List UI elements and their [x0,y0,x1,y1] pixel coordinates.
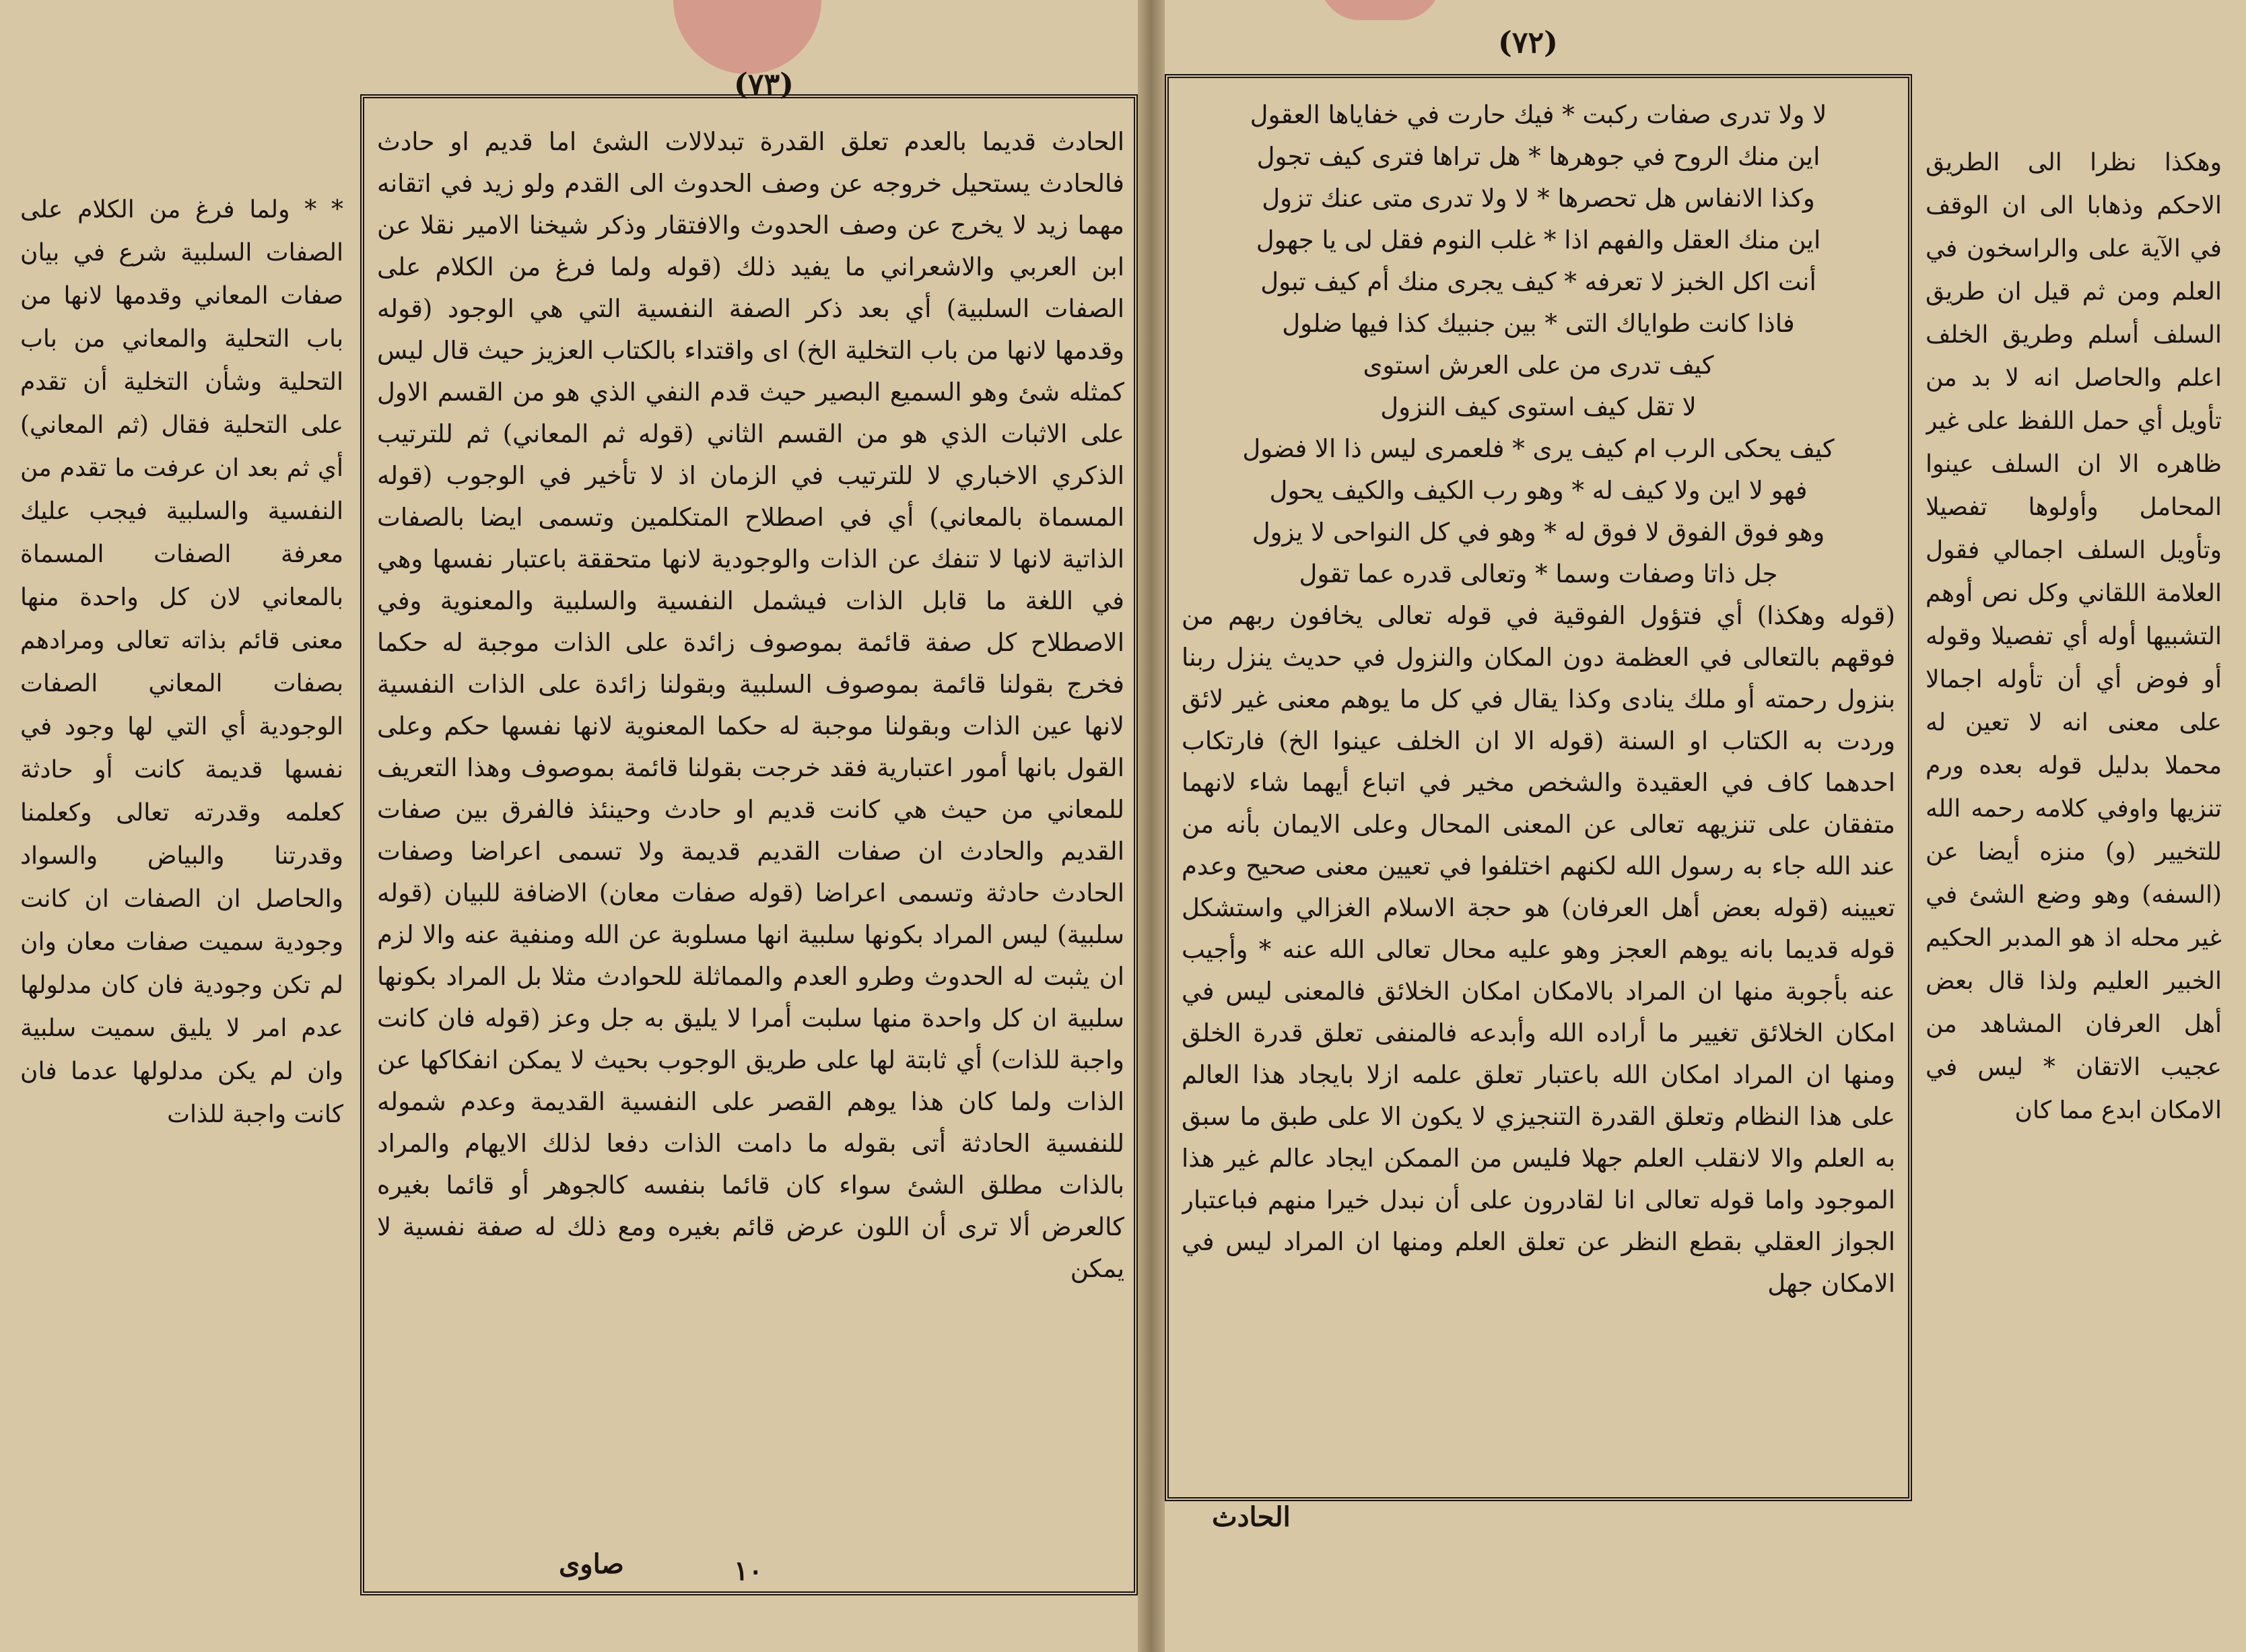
poem-line: كيف يحكى الرب ام كيف يرى * فلعمرى ليس ذا الا فضول [1242,434,1835,463]
poem-line: جل ذاتا وصفات وسما * وتعالى قدره عما تقول [1299,559,1778,588]
poem-line: اين منك الروح في جوهرها * هل تراها فترى كيف تجول [1256,142,1820,171]
left-page-number: (٧٣) [734,67,794,102]
left-main-text: الحادث قديما بالعدم تعلق القدرة تبدلالات الشئ اما قديم او حادث فالحادث يستحيل خروجه عن وصف الحدوث الى القدم ولو زيد في اتقانه مهما زيد لا يخرج عن وصف الحدوث والافتقار وذكر شيخنا الامير نقلا عن ابن العربي والاشعراني ما يفيد ذلك (قوله ولما فرغ من الكلام على الصفات السلبية) أي بعد ذكر الصفة النفسية التي هي الوجود (قوله وقدمها لانها من باب التخلية الخ) اى واقتداء بالكتاب العزيز حيث قال ليس كمثله شئ وهو السميع البصير حيث قدم النفي الذي هو من القسم الاول على الاثبات الذي هو من القسم الثاني (قوله ثم المعاني) ثم للترتيب الذكري الاخباري لا للترتيب في الزمان اذ لا تأخير في الوجوب (قوله المسماة بالمعاني) أي في اصطلاح المتكلمين وتسمى ايضا بالصفات الذاتية لانها لا تنفك عن الذات والوجودية لانها متحققة باعتبار نفسها وهي في اللغة ما قابل الذات فيشمل النفسية والسلبية والمعنوية وفي الاصطلاح كل صفة قائمة بموصوف زائدة على الذات موجبة له حكما فخرج بقولنا قائمة بموصوف السلبية وبقولنا زائدة على الذات النفسية لانها عين الذات وبقولنا موجبة له حكما المعنوية لانها نفسها حكم وعلى القول بانها أمور اعتبارية فقد خرجت بقولنا قائمة بموصوف وهذا التعريف للمعاني من حيث هي كانت قديم او حادث وحينئذ فالفرق بين صفات القديم والحادث ان صفات القديم قديمة ولا تسمى اعراضا وصفات الحادث حادثة وتسمى اعراضا (قوله صفات معان) الاضافة للبيان (قوله سلبية) ليس المراد بكونها سلبية انها مسلوبة عن الله ومنفية عنه والا لزم ان يثبت له الحدوث وطرو العدم والمماثلة للحوادث مثلا بل المراد بكونها سلبية ان كل واحدة منها سلبت أمرا لا يليق به جل وعز (قوله فان كانت واجبة للذات) أي ثابتة لها على طريق الوجوب بحيث لا يمكن انفكاكها عن الذات ولما كان هذا يوهم القصر على النفسية القديمة وعدم شموله للنفسية الحادثة أتى بقوله ما دامت الذات دفعا لذلك الايهام والمراد بالذات مطلق الشئ سواء كان قائما بنفسه كالجوهر أو قائما بغيره كالعرض ألا ترى أن اللون عرض قائم بغيره ومع ذلك له صفة نفسية لا يمكن [377,127,1124,1283]
poem [1182,94,1895,595]
right-main-text: (قوله وهكذا) أي فتؤول الفوقية في قوله تعالى يخافون ربهم من فوقهم بالتعالى في العظمة دون المكان والنزول في حديث ينزل ربنا بنزول رحمته أو ملك ينادى وكذا يقال في كل ما يوهم معنى غير لائق وردت به الكتاب او السنة (قوله الا ان الخلف عينوا الخ) فارتكاب احدهما كاف في العقيدة والشخص مخير في اتباع أيهما شاء لانهما متفقان على تنزيهه تعالى عن المعنى المحال وعلى الايمان بأنه من عند الله جاء به رسول الله لكنهم اختلفوا في تعيين معنى صحيح وعدم تعيينه (قوله بعض أهل العرفان) هو حجة الاسلام الغزالي واستشكل قوله قديما بانه يوهم العجز وهو عليه محال تعالى الله عنه * وأجيب عنه بأجوبة منها ان المراد بالامكان امكان الخلائق فالمعنى ليس في امكان الخلائق تغيير ما أراده الله وأبدعه فالمنفى تعلق قدرة الخلق ومنها ان المراد امكان الله باعتبار تعلق علمه ازلا بايجاد هذا العالم على هذا النظام وتعلق القدرة التنجيزي لا يكون الا على طبق ما سبق به العلم والا لانقلب العلم جهلا فليس من الممكن ايجاد عالم غير هذا الموجود واما قوله تعالى انا لقادرون على أن نبدل خيرا منهم فباعتبار الجواز العقلي بقطع النظر عن تعلق العلم ومنها ان المراد ليس في الامكان جهل [1182,601,1895,1298]
poem-line: لا تقل كيف استوى كيف النزول [1380,392,1697,421]
right-main-block [1182,94,1895,1488]
left-margin-commentary: * * ولما فرغ من الكلام على الصفات السلبية شرع في بيان صفات المعاني وقدمها لانها من باب التحلية والمعاني من باب التحلية وشأن التخلية أن تقدم على التحلية فقال (ثم المعاني) أي ثم بعد ان عرفت ما تقدم من النفسية والسلبية فيجب عليك معرفة الصفات المسماة بالمعاني لان كل واحدة منها معنى قائم بذاته تعالى ومرادهم بصفات المعاني الصفات الوجودية أي التي لها وجود في نفسها قديمة كانت أو حادثة كعلمه وقدرته تعالى وكعلمنا وقدرتنا والبياض والسواد والحاصل ان الصفات ان كانت وجودية سميت صفات معان وان لم تكن وجودية فان كان مدلولها عدم امر لا يليق سميت سلبية وان لم يكن مدلولها عدما فان كانت واجبة للذات [20,196,343,1128]
right-page-number: (٧٢) [1498,26,1558,60]
left-footer-number: ١٠ [734,1555,763,1587]
poem-line: وكذا الانفاس هل تحصرها * لا ولا تدرى متى عنك تزول [1262,184,1815,213]
left-footer-signature: صاوى [559,1548,624,1580]
poem-line: لا ولا تدرى صفات ركبت * فيك حارت في خفاياها العقول [1250,100,1827,129]
right-catchword: الحادث [1212,1501,1291,1533]
poem-line: أنت اكل الخبز لا تعرفه * كيف يجرى منك أم كيف تبول [1260,267,1816,296]
poem-line: اين منك العقل والفهم اذا * غلب النوم فقل لى يا جهول [1256,226,1821,254]
poem-line: فاذا كانت طواياك التى * بين جنبيك كذا فيها ضلول [1282,309,1795,338]
book-gutter [1138,0,1165,1652]
right-margin-commentary: وهكذا نظرا الى الطريق الاحكم وذهابا الى ان الوقف في الآية على والراسخون في العلم ومن ثم قيل ان طريق السلف أسلم وطريق الخلف اعلم والحاصل انه لا بد من تأويل أي حمل اللفظ على غير ظاهره الا ان السلف عينوا المحامل وأولوها تفصيلا وتأويل السلف اجمالي فقول العلامة اللقاني وكل نص أوهم التشبيها أوله أي تفصيلا وقوله أو فوض أي أن تأوله اجمالا على معنى انه لا تعين له محملا بدليل قوله بعده ورم تنزيها واوفي كلامه رحمه الله للتخيير (و) منزه أيضا عن (السفه) وهو وضع الشئ في غير محله اذ هو المدبر الحكيم الخبير العليم ولذا قال بعض أهل العرفان المشاهد من عجيب الاتقان * ليس في الامكان ابدع مما كان [1926,149,2222,1124]
poem-line: كيف تدرى من على العرش استوى [1363,351,1714,380]
poem-line: وهو فوق الفوق لا فوق له * وهو في كل النواحى لا يزول [1252,518,1825,547]
poem-line: فهو لا اين ولا كيف له * وهو رب الكيف والكيف يحول [1269,476,1808,505]
